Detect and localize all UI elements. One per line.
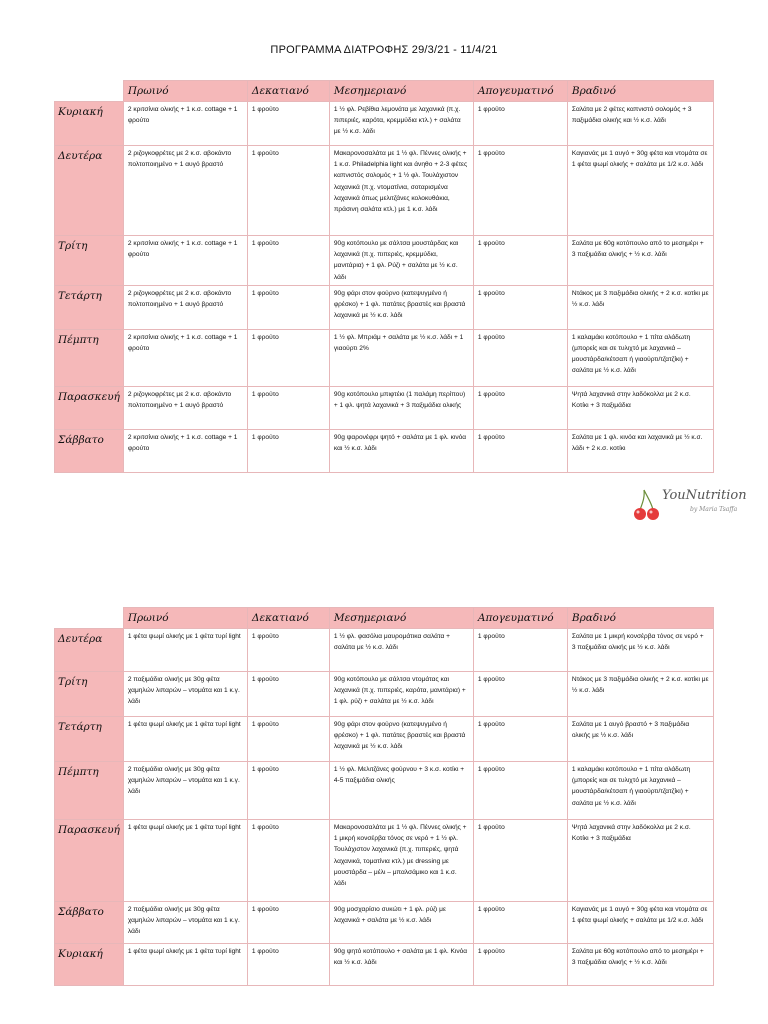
dinner-cell: Ντάκος με 3 παξιμάδια ολικής + 2 κ.σ. κοτίκι με ½ κ.σ. λάδι — [567, 285, 713, 329]
header-snack: Δεκατιανό — [247, 81, 329, 102]
snack-cell: 1 φρούτο — [247, 146, 329, 236]
table-row — [55, 717, 714, 762]
dinner-cell: Σαλάτα με 60g κοτόπουλο από το μεσημέρι + 3 παξιμάδια ολικής + ½ κ.σ. λάδι — [567, 236, 713, 286]
dinner-cell: Σαλάτα με 1 αυγό βραστό + 3 παξιμάδια ολικής με ½ κ.σ. λάδι — [567, 717, 713, 762]
breakfast-cell: 1 φέτα ψωμί ολικής με 1 φέτα τυρί light — [123, 629, 247, 672]
meal-plan-table-week-2 — [54, 607, 714, 986]
snack-cell: 1 φρούτο — [247, 429, 329, 472]
table-header-row — [55, 608, 714, 629]
lunch-cell: 90g φάρι στον φούρνο (κατεψυγμένο ή φρέσκο) + 1 φλ. πατάτες βραστές και βραστά λαχανικά με ½ κ.σ. λάδι — [329, 285, 473, 329]
header-afternoon: Απογευματινό — [473, 81, 567, 102]
snack-cell: 1 φρούτο — [247, 672, 329, 717]
day-label: Πέμπτη — [55, 329, 124, 386]
lunch-cell: 90g μοσχαρίσιο συκώτι + 1 φλ. ρύζι με λαχανικά + σαλάτα με ½ κ.σ. λάδι — [329, 902, 473, 944]
page-title: ΠΡΟΓΡΑΜΜΑ ΔΙΑΤΡΟΦΗΣ 29/3/21 - 11/4/21 — [270, 44, 498, 56]
snack-cell: 1 φρούτο — [247, 236, 329, 286]
lunch-cell: 1 ½ φλ. φασόλια μαυρομάτικα σαλάτα + σαλάτα με ½ κ.σ. λάδι — [329, 629, 473, 672]
breakfast-cell: 1 φέτα ψωμί ολικής με 1 φέτα τυρί light — [123, 717, 247, 762]
header-dinner: Βραδινό — [567, 608, 713, 629]
day-label: Σάββατο — [55, 429, 124, 472]
table-row — [55, 236, 714, 286]
snack-cell: 1 φρούτο — [247, 902, 329, 944]
table-header-row — [55, 81, 714, 102]
afternoon-cell: 1 φρούτο — [473, 762, 567, 820]
day-label: Παρασκευή — [55, 820, 124, 902]
afternoon-cell: 1 φρούτο — [473, 902, 567, 944]
lunch-cell: Μακαρονοσαλάτα με 1 ½ φλ. Πέννες ολικής + 1 μικρή κονσέρβα τόνος σε νερό + 1 ½ φλ. Τουλάχιστον λαχανικά (π.χ. πιπεριές, ψητά λαχανικά, τοματίνια κτλ.) με dressing με μουστάρδα – μέλι – μπαλσάμικο και 1 κ.σ. λάδι — [329, 820, 473, 902]
day-label: Σάββατο — [55, 902, 124, 944]
dinner-cell: 1 καλαμάκι κοτόπουλο + 1 πίτα αλάδωτη (μπορείς και σε τυλιχτό με λαχανικά – μουστάρδα/κέτσαπ ή γιαούρτι/τζατζίκι) + σαλάτα με ½ κ.σ. λάδι — [567, 329, 713, 386]
afternoon-cell: 1 φρούτο — [473, 717, 567, 762]
afternoon-cell: 1 φρούτο — [473, 820, 567, 902]
dinner-cell: Καγιανάς με 1 αυγό + 30g φέτα και ντομάτα σε 1 φέτα ψωμί ολικής + σαλάτα με 1/2 κ.σ. λάδι — [567, 902, 713, 944]
lunch-cell: 90g ψητό κοτόπουλο + σαλάτα με 1 φλ. Κινόα και ½ κ.σ. λάδι — [329, 944, 473, 986]
table-row — [55, 762, 714, 820]
breakfast-cell: 2 κριτσίνια ολικής + 1 κ.σ. cottage + 1 φρούτο — [123, 329, 247, 386]
header-corner — [55, 81, 124, 102]
day-label: Τετάρτη — [55, 285, 124, 329]
header-breakfast: Πρωινό — [123, 608, 247, 629]
lunch-cell: 1 ½ φλ. Ρεβίθια λεμονάτα με λαχανικά (π.χ. πιπεριές, καρότα, κρεμμύδια κτλ.) + σαλάτα με ½ κ.σ. λάδι — [329, 102, 473, 146]
day-label: Τρίτη — [55, 672, 124, 717]
day-label: Κυριακή — [55, 944, 124, 986]
dinner-cell: Ψητά λαχανικά στην λαδόκολλα με 2 κ.σ. Κοτίκι + 3 παξιμάδια — [567, 386, 713, 429]
day-label: Δευτέρα — [55, 629, 124, 672]
table-row — [55, 429, 714, 472]
breakfast-cell: 1 φέτα ψωμί ολικής με 1 φέτα τυρί light — [123, 820, 247, 902]
afternoon-cell: 1 φρούτο — [473, 386, 567, 429]
dinner-cell: Σαλάτα με 2 φέτες καπνιστό σολομός + 3 παξιμάδια ολικής και ½ κ.σ. λάδι — [567, 102, 713, 146]
table-row — [55, 820, 714, 902]
dinner-cell: Ψητά λαχανικά στην λαδόκολλα με 2 κ.σ. Κοτίκι + 3 παξιμάδια — [567, 820, 713, 902]
header-breakfast: Πρωινό — [123, 81, 247, 102]
snack-cell: 1 φρούτο — [247, 717, 329, 762]
table-row — [55, 902, 714, 944]
header-snack: Δεκατιανό — [247, 608, 329, 629]
header-afternoon: Απογευματινό — [473, 608, 567, 629]
breakfast-cell: 2 κριτσίνια ολικής + 1 κ.σ. cottage + 1 φρούτο — [123, 236, 247, 286]
breakfast-cell: 2 ριζογκοφρέτες με 2 κ.σ. αβοκάντο πολτοποιημένο + 1 αυγό βραστό — [123, 386, 247, 429]
lunch-cell: 90g κοτόπουλο με σάλτσα μουστάρδας και λαχανικά (π.χ. πιπεριές, κρεμμύδια, μανιτάρια) + 1 φλ. Ρύζι + σαλάτα με ½ κ.σ. λάδι — [329, 236, 473, 286]
breakfast-cell: 2 κριτσίνια ολικής + 1 κ.σ. cottage + 1 φρούτο — [123, 429, 247, 472]
day-label: Τρίτη — [55, 236, 124, 286]
snack-cell: 1 φρούτο — [247, 102, 329, 146]
dinner-cell: 1 καλαμάκι κοτόπουλο + 1 πίτα αλάδωτη (μπορείς και σε τυλιχτό με λαχανικά – μουστάρδα/κέτσαπ ή γιαούρτι/τζατζίκι) + σαλάτα με ½ κ.σ. λάδι — [567, 762, 713, 820]
header-lunch: Μεσημεριανό — [329, 81, 473, 102]
afternoon-cell: 1 φρούτο — [473, 102, 567, 146]
afternoon-cell: 1 φρούτο — [473, 944, 567, 986]
table-row — [55, 329, 714, 386]
dinner-cell: Σαλάτα με 1 μικρή κονσέρβα τόνος σε νερό + 3 παξιμάδια ολικής με ½ κ.σ. λάδι — [567, 629, 713, 672]
brand-name: YouNutrition — [662, 488, 747, 503]
lunch-cell: 1 ½ φλ. Μπριάμ + σαλάτα με ½ κ.σ. λάδι + 1 γιαούρτι 2% — [329, 329, 473, 386]
day-label: Τετάρτη — [55, 717, 124, 762]
dinner-cell: Καγιανάς με 1 αυγό + 30g φέτα και ντομάτα σε 1 φέτα ψωμί ολικής + σαλάτα με 1/2 κ.σ. λάδι — [567, 146, 713, 236]
day-label: Δευτέρα — [55, 146, 124, 236]
table-row — [55, 146, 714, 236]
afternoon-cell: 1 φρούτο — [473, 236, 567, 286]
lunch-cell: 90g κοτόπουλο με σάλτσα ντομάτας και λαχανικά (π.χ. πιπεριές, καρότα, μανιτάρια) + 1 φλ. ρύζι + σαλάτα με ½ κ.σ. λάδι — [329, 672, 473, 717]
breakfast-cell: 2 παξιμάδια ολικής με 30g φέτα χαμηλών λιπαρών – ντομάτα και 1 κ.γ. λάδι — [123, 672, 247, 717]
table-row — [55, 672, 714, 717]
breakfast-cell: 2 κριτσίνια ολικής + 1 κ.σ. cottage + 1 φρούτο — [123, 102, 247, 146]
table-row — [55, 102, 714, 146]
breakfast-cell: 2 παξιμάδια ολικής με 30g φέτα χαμηλών λιπαρών – ντομάτα και 1 κ.γ. λάδι — [123, 902, 247, 944]
lunch-cell: 90g ψαρονέφρι ψητό + σαλάτα με 1 φλ. κινόα και ½ κ.σ. λάδι — [329, 429, 473, 472]
table-row — [55, 944, 714, 986]
snack-cell: 1 φρούτο — [247, 820, 329, 902]
header-corner — [55, 608, 124, 629]
brand-tagline: by Maria Tsaffa — [690, 506, 738, 513]
snack-cell: 1 φρούτο — [247, 944, 329, 986]
lunch-cell: 90g κοτόπουλο μπιφτέκι (1 παλάμη περίπου) + 1 φλ. ψητά λαχανικά + 3 παξιμάδια ολικής — [329, 386, 473, 429]
breakfast-cell: 1 φέτα ψωμί ολικής με 1 φέτα τυρί light — [123, 944, 247, 986]
afternoon-cell: 1 φρούτο — [473, 429, 567, 472]
lunch-cell: 1 ½ φλ. Μελιτζάνες φούρνου + 3 κ.σ. κοτίκι + 4-5 παξιμάδια ολικής — [329, 762, 473, 820]
dinner-cell: Σαλάτα με 60g κοτόπουλο από το μεσημέρι + 3 παξιμάδια ολικής + ½ κ.σ. λάδι — [567, 944, 713, 986]
day-label: Πέμπτη — [55, 762, 124, 820]
afternoon-cell: 1 φρούτο — [473, 672, 567, 717]
snack-cell: 1 φρούτο — [247, 629, 329, 672]
afternoon-cell: 1 φρούτο — [473, 285, 567, 329]
breakfast-cell: 2 παξιμάδια ολικής με 30g φέτα χαμηλών λιπαρών – ντομάτα και 1 κ.γ. λάδι — [123, 762, 247, 820]
lunch-cell: Μακαρονοσαλάτα με 1 ½ φλ. Πέννες ολικής + 1 κ.σ. Philadelphia light και άνηθο + 2-3 φέτες καπνιστός σολομός + 1 ½ φλ. Τουλάχιστον λαχανικά (π.χ. ντοματίνια, σοταρισμένα λαχανικά όπως μελιτζάνες κολοκυθάκια, πράσινη σαλάτα κτλ.) με 1 κ.σ. λάδι — [329, 146, 473, 236]
afternoon-cell: 1 φρούτο — [473, 629, 567, 672]
breakfast-cell: 2 ριζογκοφρέτες με 2 κ.σ. αβοκάντο πολτοποιημένο + 1 αυγό βραστό — [123, 146, 247, 236]
snack-cell: 1 φρούτο — [247, 762, 329, 820]
cherries-icon — [632, 486, 662, 522]
snack-cell: 1 φρούτο — [247, 329, 329, 386]
meal-plan-table-week-1 — [54, 80, 714, 473]
afternoon-cell: 1 φρούτο — [473, 329, 567, 386]
snack-cell: 1 φρούτο — [247, 386, 329, 429]
day-label: Κυριακή — [55, 102, 124, 146]
afternoon-cell: 1 φρούτο — [473, 146, 567, 236]
snack-cell: 1 φρούτο — [247, 285, 329, 329]
day-label: Παρασκευή — [55, 386, 124, 429]
table-row — [55, 386, 714, 429]
dinner-cell: Ντάκος με 3 παξιμάδια ολικής + 2 κ.σ. κοτίκι με ½ κ.σ. λάδι — [567, 672, 713, 717]
header-dinner: Βραδινό — [567, 81, 713, 102]
table-row — [55, 629, 714, 672]
table-row — [55, 285, 714, 329]
header-lunch: Μεσημεριανό — [329, 608, 473, 629]
dinner-cell: Σαλάτα με 1 φλ. κινόα και λαχανικά με ½ κ.σ. λάδι + 2 κ.σ. κοτίκι — [567, 429, 713, 472]
breakfast-cell: 2 ριζογκοφρέτες με 2 κ.σ. αβοκάντο πολτοποιημένο + 1 αυγό βραστό — [123, 285, 247, 329]
lunch-cell: 90g φάρι στον φούρνο (κατεψυγμένο ή φρέσκο) + 1 φλ. πατάτες βραστές και βραστά λαχανικά με ½ κ.σ. λάδι — [329, 717, 473, 762]
brand-logo — [632, 486, 762, 522]
